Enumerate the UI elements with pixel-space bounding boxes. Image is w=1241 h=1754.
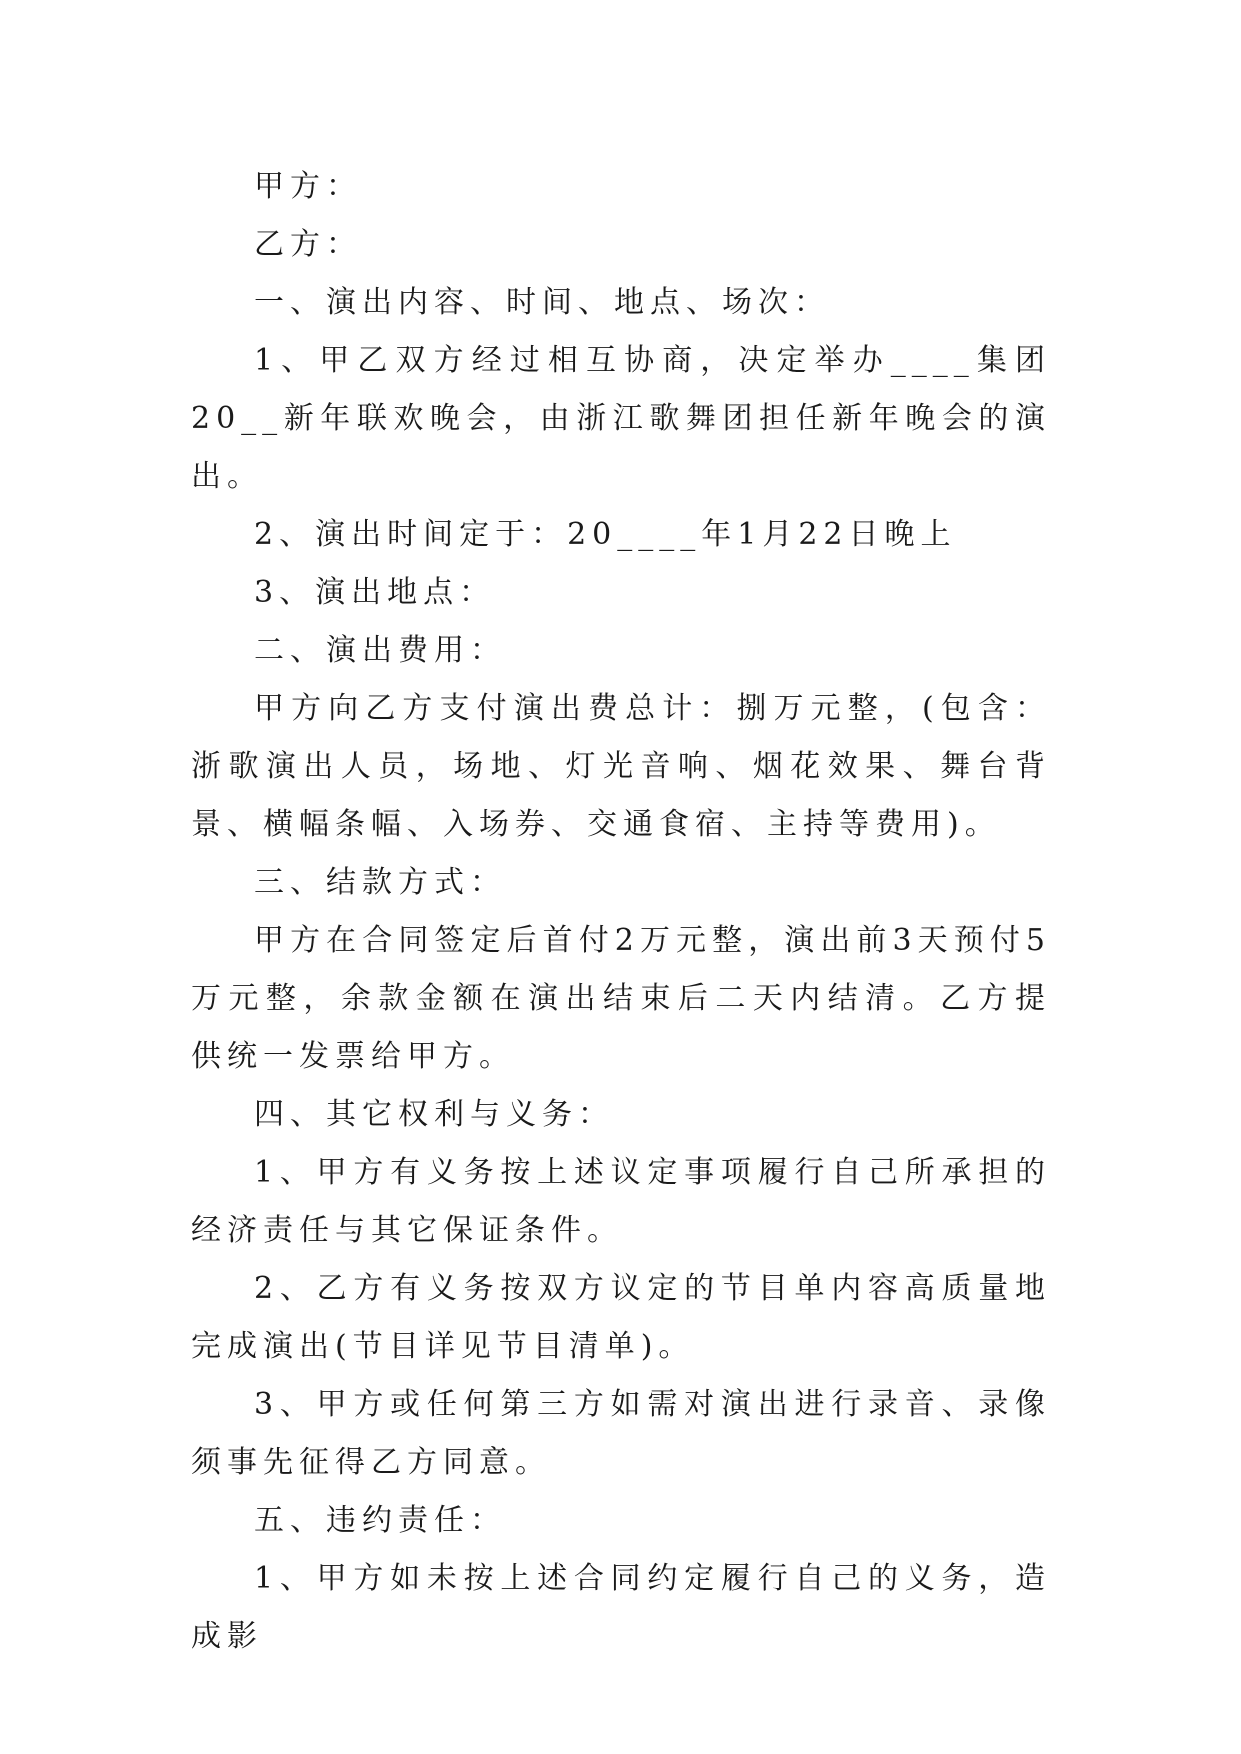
section-heading-rights: 四、其它权利与义务： [254,1097,614,1132]
clause-event: 1、甲乙双方经过相互协商，决定举办____集团20__新年联欢晚会，由浙江歌舞团担任新年晚会的演出。 [191,343,1051,494]
clause-rights-1: 1、甲方有义务按上述议定事项履行自己所承担的经济责任与其它保证条件。 [191,1155,1051,1248]
clause-fees: 甲方向乙方支付演出费总计：捌万元整，(包含：浙歌演出人员，场地、灯光音响、烟花效果、舞台背景、横幅条幅、入场券、交通食宿、主持等费用)。 [191,691,1051,842]
clause-payment: 甲方在合同签定后首付2万元整，演出前3天预付5万元整，余款金额在演出结束后二天内结清。乙方提供统一发票给甲方。 [191,923,1051,1074]
section-heading-payment: 三、结款方式： [254,865,506,900]
clause-time: 2、演出时间定于：20____年1月22日晚上 [254,517,957,552]
document-body [191,158,1051,1666]
clause-liability-1: 1、甲方如未按上述合同约定履行自己的义务，造成影 [191,1561,1051,1654]
section-heading-fees: 二、演出费用： [254,633,506,668]
section-heading-performance: 一、演出内容、时间、地点、场次： [254,285,830,320]
clause-rights-3: 3、甲方或任何第三方如需对演出进行录音、录像须事先征得乙方同意。 [191,1387,1051,1480]
party-a-line: 甲方： [254,169,362,204]
clause-venue: 3、演出地点： [254,575,496,610]
section-heading-liability: 五、违约责任： [254,1503,506,1538]
clause-rights-2: 2、乙方有义务按双方议定的节目单内容高质量地完成演出(节目详见节目清单)。 [191,1271,1051,1364]
party-b-line: 乙方： [254,227,362,262]
